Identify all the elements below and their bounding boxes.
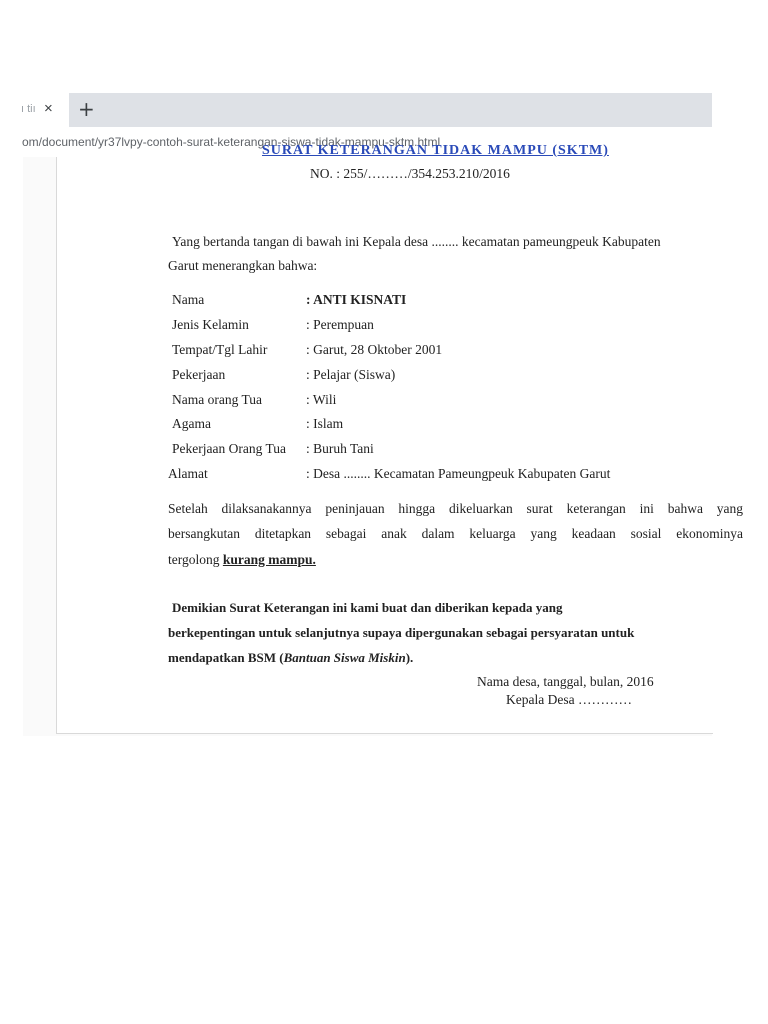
field-value-nama: : ANTI KISNATI (306, 292, 407, 307)
closing-line-3-italic: Bantuan Siswa Miskin (283, 650, 406, 665)
statement-line-3 (168, 552, 316, 568)
field-label-tempat-tgl-lahir: Tempat/Tgl Lahir (172, 342, 268, 357)
closing-line-3-prefix: mendapatkan BSM ( (168, 650, 284, 665)
field-label-pekerjaan-orang-tua: Pekerjaan Orang Tua (172, 441, 286, 456)
statement-emphasis: kurang mampu. (222, 552, 316, 567)
letter-header-text: SURAT KETERANGAN TIDAK MAMPU (SKTM) (262, 143, 609, 158)
url-text[interactable]: om/document/yr37lvpy-contoh-surat-keterangan-siswa-tidak-mampu-sktm.html (22, 135, 441, 149)
document-viewer (23, 143, 743, 736)
field-value-pekerjaan: : Pelajar (Siswa) (306, 367, 396, 382)
statement-line-3-prefix: tergolong (168, 552, 223, 567)
letter-number: NO. : 255/………/354.253.210/2016 (310, 166, 510, 181)
field-value-alamat: : Desa ........ Kecamatan Pameungpeuk Kabupaten Garut (306, 466, 611, 481)
close-icon[interactable]: × (44, 100, 53, 117)
field-value-pekerjaan-orang-tua: : Buruh Tani (306, 441, 374, 456)
active-tab[interactable] (23, 93, 69, 127)
new-tab-icon[interactable]: + (78, 97, 95, 121)
intro-line-1: Yang bertanda tangan di bawah ini Kepala desa ........ kecamatan pameungpeuk Kabupaten (172, 234, 661, 249)
statement-line-2: bersangkutan ditetapkan sebagai anak dalam keluarga yang keadaan sosial ekonominya (168, 526, 743, 541)
field-value-nama-orang-tua: : Wili (306, 392, 337, 407)
field-label-alamat: Alamat (168, 466, 208, 481)
tab-bar (23, 93, 712, 127)
closing-line-3-suffix: ). (405, 650, 414, 665)
tab-title: ı tiı (21, 103, 36, 115)
closing-line-2: berkepentingan untuk selanjutnya supaya dipergunakan sebagai persyaratan untuk (168, 625, 635, 640)
signature-title: Kepala Desa ………… (506, 692, 632, 707)
field-value-agama: : Islam (306, 416, 344, 431)
letter-header (262, 143, 610, 161)
field-label-agama: Agama (172, 416, 211, 431)
field-label-jenis-kelamin: Jenis Kelamin (172, 317, 249, 332)
document-page (56, 143, 743, 734)
signature-place-date: Nama desa, tanggal, bulan, 2016 (477, 674, 654, 689)
field-label-nama-orang-tua: Nama orang Tua (172, 392, 262, 407)
field-value-jenis-kelamin: : Perempuan (306, 317, 374, 332)
field-value-tempat-tgl-lahir: : Garut, 28 Oktober 2001 (306, 342, 443, 357)
closing-line-3 (168, 650, 413, 666)
closing-line-1: Demikian Surat Keterangan ini kami buat dan diberikan kepada yang (172, 600, 563, 615)
intro-line-2: Garut menerangkan bahwa: (168, 258, 318, 273)
field-label-nama: Nama (172, 292, 205, 307)
statement-line-1: Setelah dilaksanakannya peninjauan hingga dikeluarkan surat keterangan ini bahwa yang (168, 501, 743, 516)
field-label-pekerjaan: Pekerjaan (172, 367, 226, 382)
